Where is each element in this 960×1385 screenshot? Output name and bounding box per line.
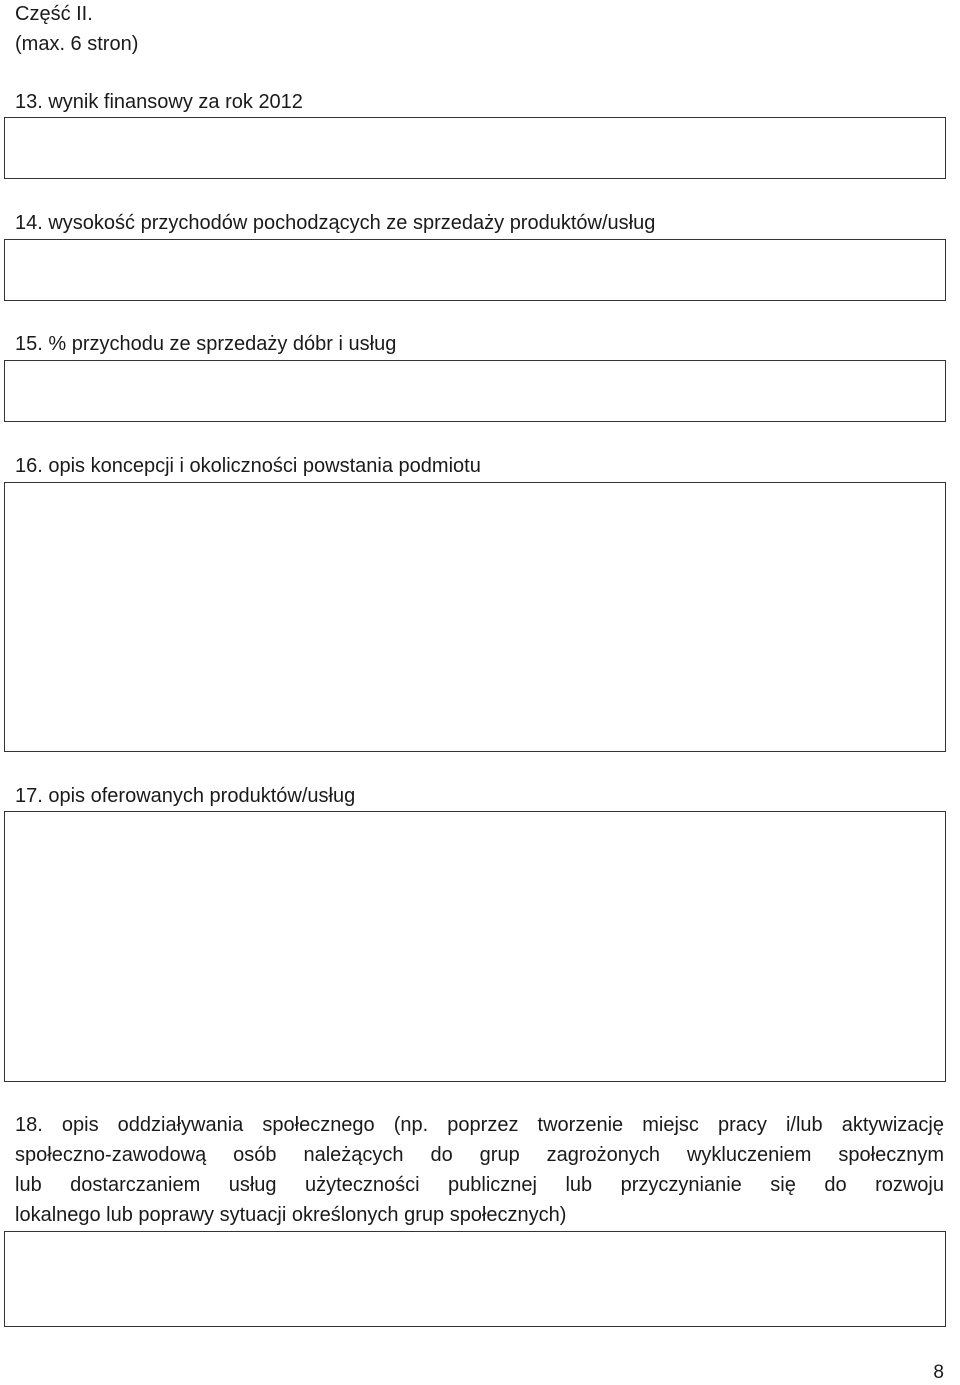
field-15-label: 15. % przychodu ze sprzedaży dóbr i usług [15,333,397,355]
field-17-box[interactable] [4,811,946,1082]
field-18-label-line: społeczno-zawodową osób należących do grup zagrożonych wykluczeniem społecznym [15,1144,944,1166]
max-pages-note: (max. 6 stron) [15,33,139,55]
field-14-box[interactable] [4,239,946,301]
field-14-label: 14. wysokość przychodów pochodzących ze sprzedaży produktów/usług [15,212,656,234]
field-16-box[interactable] [4,482,946,752]
field-18-box[interactable] [4,1231,946,1327]
field-16-label: 16. opis koncepcji i okoliczności powstania podmiotu [15,455,481,477]
field-18-label-line: lub dostarczaniem usług użyteczności publicznej lub przyczynianie się do rozwoju [15,1174,944,1196]
field-18-label-line: 18. opis oddziaływania społecznego (np. poprzez tworzenie miejsc pracy i/lub aktywizację [15,1114,944,1136]
field-18-label [15,1110,944,1230]
field-18-label-line: lokalnego lub poprawy sytuacji określonych grup społecznych) [15,1204,567,1226]
field-13-box[interactable] [4,117,946,179]
field-17-label: 17. opis oferowanych produktów/usług [15,785,356,807]
field-15-box[interactable] [4,360,946,422]
page-number: 8 [933,1362,944,1383]
field-13-label: 13. wynik finansowy za rok 2012 [15,91,303,113]
part-title: Część II. [15,3,93,25]
